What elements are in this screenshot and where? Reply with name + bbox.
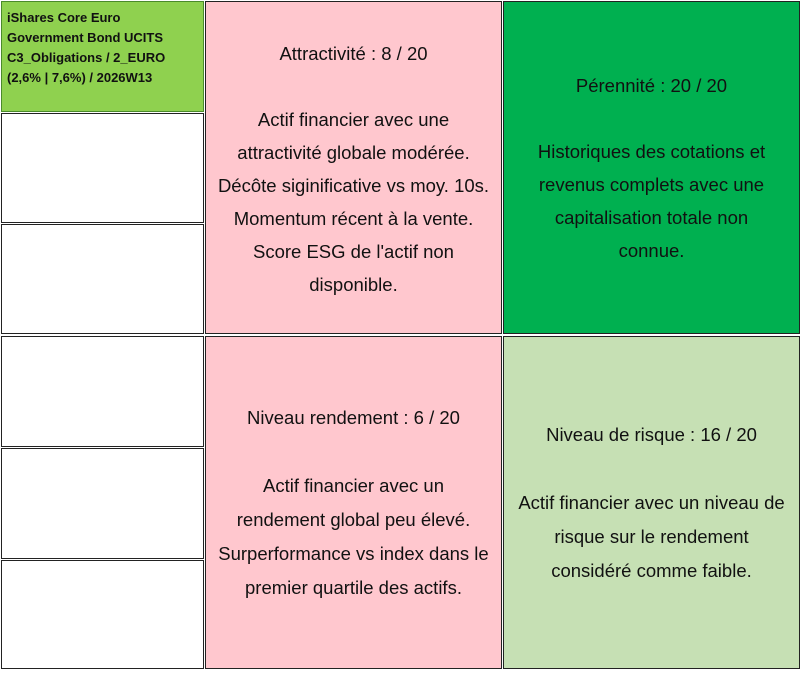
rendement-card bbox=[205, 336, 502, 669]
blank-cell bbox=[1, 448, 204, 559]
perennite-line: revenus complets avec une bbox=[538, 173, 765, 195]
attractivite-card bbox=[205, 1, 502, 334]
rendement-line: Surperformance vs index dans le bbox=[218, 542, 489, 564]
rendement-heading: Niveau rendement : 6 / 20 bbox=[247, 406, 460, 428]
perennite-heading: Pérennité : 20 / 20 bbox=[575, 74, 728, 96]
asset-title-line-2: Government Bond UCITS bbox=[7, 30, 164, 45]
perennite-line: capitalisation totale non bbox=[554, 206, 749, 228]
rendement-line: rendement global peu élevé. bbox=[236, 508, 471, 530]
blank-cell bbox=[1, 113, 204, 223]
rendement-line: Actif financier avec un bbox=[263, 474, 444, 496]
attractivite-line: Momentum récent à la vente. bbox=[233, 208, 474, 229]
asset-title-block bbox=[1, 1, 204, 112]
attractivite-line: disponible. bbox=[309, 274, 398, 295]
attractivite-line: attractivité globale modérée. bbox=[237, 142, 470, 163]
rendement-line: premier quartile des actifs. bbox=[245, 576, 462, 598]
asset-title-line-1: iShares Core Euro bbox=[7, 10, 121, 25]
perennite-line: connue. bbox=[618, 239, 685, 261]
risque-heading: Niveau de risque : 16 / 20 bbox=[546, 423, 757, 445]
risque-line: considéré comme faible. bbox=[551, 559, 752, 581]
blank-cell bbox=[1, 224, 204, 334]
attractivite-heading: Attractivité : 8 / 20 bbox=[279, 43, 428, 64]
attractivite-line: Score ESG de l'actif non bbox=[253, 241, 454, 262]
blank-cell bbox=[1, 336, 204, 447]
asset-title-line-3: C3_Obligations / 2_EURO bbox=[7, 50, 166, 65]
attractivite-line: Décôte siginificative vs moy. 10s. bbox=[217, 175, 490, 196]
perennite-line: Historiques des cotations et bbox=[537, 140, 766, 162]
risque-line: risque sur le rendement bbox=[554, 525, 749, 547]
perennite-card bbox=[503, 1, 800, 334]
asset-title-line-4: (2,6% | 7,6%) / 2026W13 bbox=[7, 70, 153, 85]
risque-card bbox=[503, 336, 800, 669]
attractivite-line: Actif financier avec une bbox=[257, 109, 450, 130]
blank-cell bbox=[1, 560, 204, 669]
risque-line: Actif financier avec un niveau de bbox=[518, 491, 785, 513]
